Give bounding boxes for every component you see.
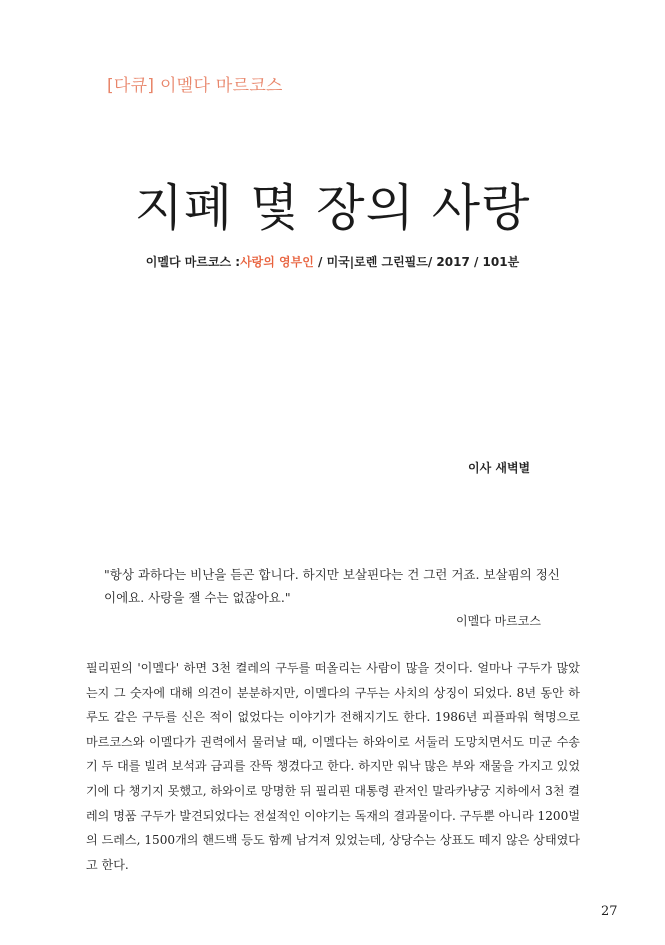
quote-source: 이멜다 마르코스 bbox=[456, 614, 541, 628]
quote-text: "항상 과하다는 비난을 듣곤 합니다. 하지만 보살핀다는 건 그런 거죠. 보살핌의 정신이에요. 사랑을 잴 수는 없잖아요." bbox=[104, 567, 560, 605]
film-subtitle: 사랑의 영부인 bbox=[240, 255, 314, 269]
body-paragraph: 필리핀의 '이멜다' 하면 3천 켤레의 구두를 떠올리는 사람이 많을 것이다. 얼마나 구두가 많았는지 그 숫자에 대해 의견이 분분하지만, 이멜다의 구두는 사치의 상징이 되었다. 8년 동안 하루도 같은 구두를 신은 적이 없었다는 이야기가 전해지기도 한다. 1986년 피플파워 혁명으로 마르코스와 이멜다가 권력에서 물러날 때, 이멜다는 하와이로 서둘러 도망치면서도 미군 수송기 두 대를 빌려 보석과 금괴를 잔뜩 챙겼다고 한다. 하지만 워낙 많은 부와 재물을 가지고 있었기에 다 챙기지 못했고, 하와이로 망명한 뒤 필리핀 대통령 관저인 말라카냥궁 지하에서 3천 켤레의 명품 구두가 발견되었다는 전설적인 이야기는 독재의 결과물이다. 구두뿐 아니라 1200벌의 드레스, 1500개의 핸드백 등도 함께 남겨져 있었는데, 상당수는 상표도 떼지 않은 상태였다고 한다. bbox=[86, 661, 580, 872]
film-name: 이멜다 마르코스 : bbox=[145, 255, 241, 269]
article-body bbox=[86, 656, 580, 877]
film-details: / 미국|로렌 그린필드/ 2017 / 101분 bbox=[313, 255, 520, 269]
film-info bbox=[0, 253, 665, 270]
page-number: 27 bbox=[601, 904, 618, 919]
author-byline: 이사 새벽별 bbox=[468, 461, 531, 475]
page-title: 지폐 몇 장의 사랑 bbox=[134, 179, 531, 237]
epigraph-quote bbox=[104, 563, 564, 609]
section-tag: [다큐] 이멜다 마르코스 bbox=[107, 76, 283, 96]
